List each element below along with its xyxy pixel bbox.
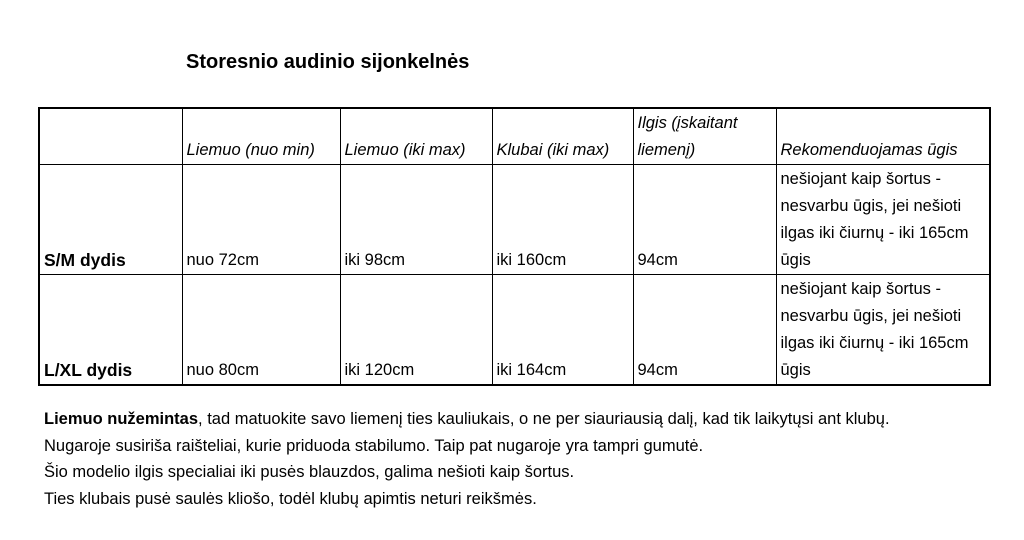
cell-recommended-height: nešiojant kaip šortus - nesvarbu ūgis, jei nešioti ilgas iki čiurnų - iki 165cm ūgis	[776, 165, 990, 275]
cell-waist-min: nuo 72cm	[182, 165, 340, 275]
cell-waist-min: nuo 80cm	[182, 275, 340, 386]
cell-waist-max: iki 98cm	[340, 165, 492, 275]
size-table	[38, 107, 991, 386]
table-header-row	[39, 108, 990, 165]
cell-hips-max: iki 164cm	[492, 275, 633, 386]
note-emphasis: Liemuo nužemintas	[44, 410, 199, 428]
table-row	[39, 275, 990, 386]
note-line	[44, 406, 1019, 433]
cell-hips-max: iki 160cm	[492, 165, 633, 275]
page-title: Storesnio audinio sijonkelnės	[186, 51, 470, 73]
note-line: Ties klubais pusė saulės kliošo, todėl klubų apimtis neturi reikšmės.	[44, 489, 537, 508]
header-hips-max: Klubai (iki max)	[492, 108, 633, 165]
table-row	[39, 165, 990, 275]
header-cell-empty	[39, 108, 182, 165]
header-waist-max: Liemuo (iki max)	[340, 108, 492, 165]
note-line: Nugaroje susirišа raišteliai, kurie priduoda stabilumo. Taip pat nugaroje yra tampri gumutė.	[44, 436, 704, 455]
cell-length: 94cm	[633, 275, 776, 386]
header-waist-min: Liemuo (nuo min)	[182, 108, 340, 165]
header-length: Ilgis (įskaitant liemenį)	[633, 108, 776, 165]
note-text: , tad matuokite savo liemenį ties kauliukais, o ne per siauriausią dalį, kad tik laikytųsi ant klubų.	[198, 410, 890, 428]
row-label: L/XL dydis	[39, 275, 182, 386]
cell-length: 94cm	[633, 165, 776, 275]
header-recommended-height: Rekomenduojamas ūgis	[776, 108, 990, 165]
note-line: Šio modelio ilgis specialiai iki pusės blauzdos, galima nešioti kaip šortus.	[44, 463, 575, 481]
cell-recommended-height: nešiojant kaip šortus - nesvarbu ūgis, jei nešioti ilgas iki čiurnų - iki 165cm ūgis	[776, 275, 990, 386]
cell-waist-max: iki 120cm	[340, 275, 492, 386]
row-label: S/M dydis	[39, 165, 182, 275]
notes-section	[44, 406, 1019, 512]
